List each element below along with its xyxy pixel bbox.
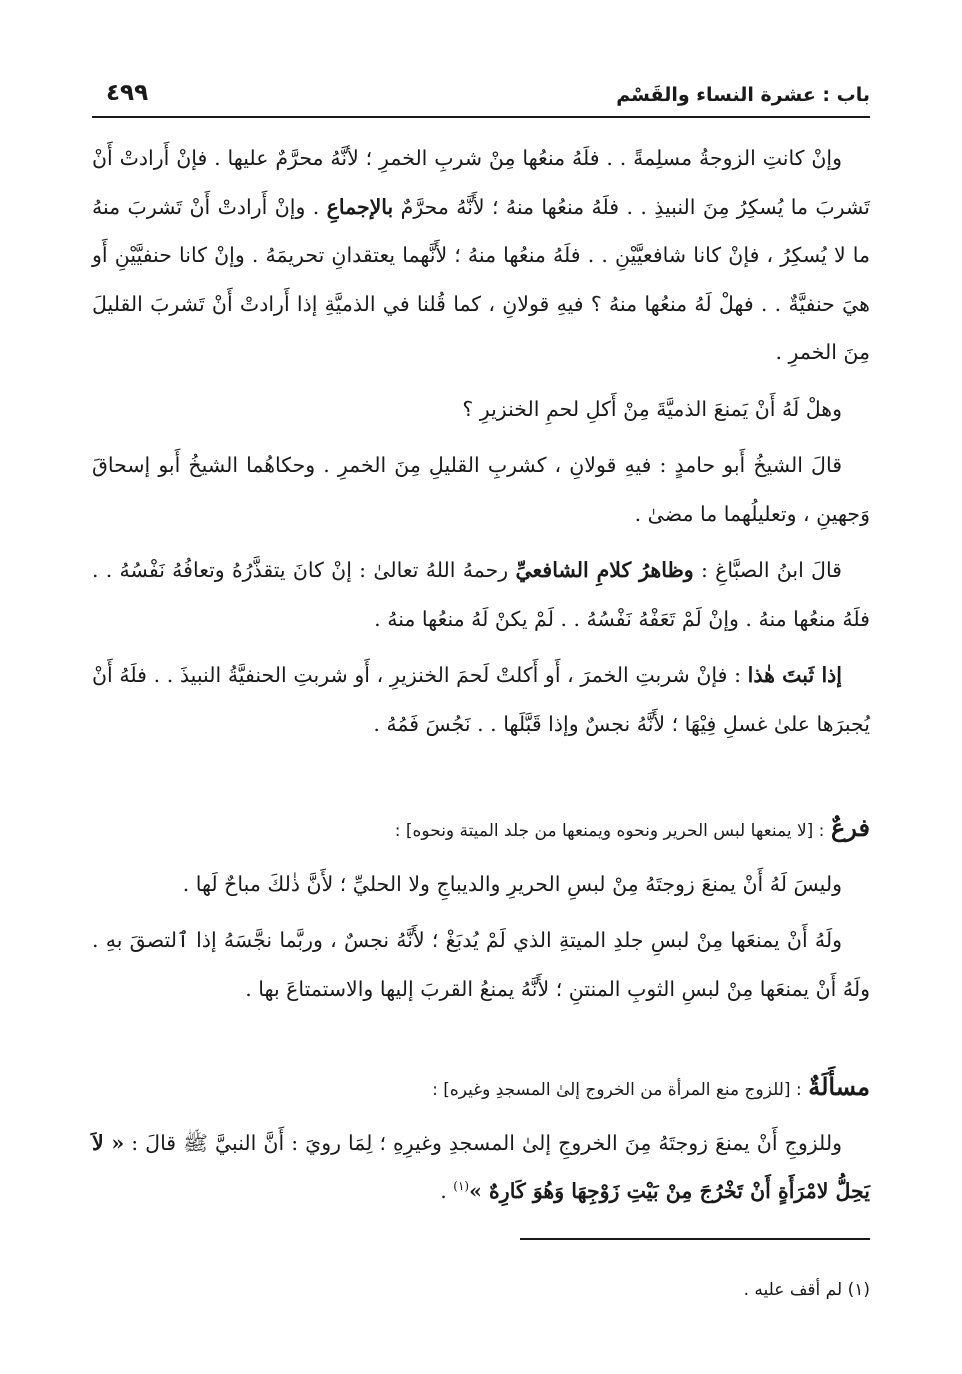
p1-bold: بالإجماعِ (326, 194, 394, 219)
paragraph-1 (92, 134, 870, 377)
masala-label: مسأَلَةٌ (808, 1072, 870, 1101)
section-heading-masala (92, 1063, 870, 1115)
paragraph-4 (92, 546, 870, 643)
paragraph-2: وهلْ لَهُ أَنْ يَمنعَ الذميَّةَ مِنْ أَكلِ لحمِ الخنزيرِ ؟ (462, 396, 842, 421)
paragraph-8 (92, 1119, 870, 1216)
far-title: : [لا يمنعها لبس الحرير ونحوه ويمنعها من جلد الميتة ونحوه] : (394, 821, 825, 841)
main-text (92, 134, 870, 1224)
p4-text-b: رحمهُ اللهُ تعالىٰ : إنْ كانَ يتقذَّرُهُ وتعافُهُ نَفْسُهُ . . فلَهُ منعُها منهُ . وإنْ لَمْ تَعَفْهُ نَفْسُهُ . . لَمْ يكنْ لَهُ منعُها منهُ . (92, 558, 870, 631)
p1-rest: . وإنْ أَرادتْ أَنْ تَشربَ منهُ ما لا يُسكِرُ ، فإنْ كانا شافعيَّيْنِ . . فلَهُ منعُها منهُ ؛ لأَنَّهما يعتقدانِ تحريمَهُ . وإنْ كانا حنفيَّيْنِ أَو هيَ حنفيَّةٌ . . فهلْ لَهُ منعُها منهُ ؟ فيهِ قولانِ ، كما قُلنا في الذميَّةِ إذا أَرادتْ أَنْ تَشربَ القليلَ مِنَ الخمرِ . (92, 194, 870, 364)
p4-text-a: قالَ ابنُ الصبَّاغِ : (700, 558, 842, 582)
paragraph-7: ولَهُ أَنْ يمنعَها مِنْ لبسِ جلدِ الميتةِ الذي لَمْ يُدبَغْ ؛ لأَنَّهُ نجسٌ ، وربَّما نجَّسَهُ إذا ٱلتصقَ بهِ . ولَهُ أَنْ يمنعَها مِنْ لبسِ الثوبِ المنتنِ ؛ لأَنَّهُ يمنعُ القربَ إليها والاستمتاعَ بها . (92, 928, 870, 1001)
p8-text: وللزوجِ أَنْ يمنعَ زوجتَهُ مِنَ الخروجِ إلىٰ المسجدِ وغيرِهِ ؛ لِمَا رويَ : أَنَّ النبيَّ ﷺ قالَ : (131, 1130, 842, 1155)
p8-end: . (440, 1179, 447, 1203)
running-title: باب : عشرة النساء والقَسْم (616, 84, 870, 106)
masala-title: : [للزوج منع المرأة من الخروج إلىٰ المسجدِ وغيره] : (432, 1080, 802, 1100)
section-heading-far (92, 804, 870, 856)
paragraph-3: قالَ الشيخُ أَبو حامدٍ : فيهِ قولانِ ، كشربِ القليلِ مِنَ الخمرِ . وحكاهُما الشيخُ أَبو إسحاقَ وَجهينِ ، وتعليلُهما ما مضىٰ . (92, 453, 870, 526)
p4-bold: وظاهرُ كلامِ الشافعيِّ (515, 558, 694, 582)
paragraph-5 (92, 651, 870, 748)
paragraph-6: وليسَ لَهُ أَنْ يمنعَ زوجتَهُ مِنْ لبسِ الحريرِ والديباجِ ولا الحليِّ ؛ لأَنَّ ذٰلكَ مباحٌ لَها . (182, 871, 842, 896)
footnote-divider (520, 1238, 870, 1240)
hadith-quote: « لاَ يَحِلُّ لامْرَأَةٍ أَنْ تَخْرُجَ مِنْ بَيْتِ زَوْجِهَا وَهُوَ كَارِهٌ » (92, 1130, 870, 1203)
page-header (92, 78, 870, 118)
footnote-ref: (١) (453, 1179, 470, 1194)
far-label: فرعٌ (830, 813, 870, 842)
footnote-number: (١) (847, 1280, 870, 1300)
p1-text: وإنْ كانتِ الزوجةُ مسلِمةً . . فلَهُ منعُها مِنْ شربِ الخمرِ ؛ لأنَّهُ محرَّمٌ عليها . فإنْ أَرادتْ أَنْ تَشربَ ما يُسكِرُ مِنَ النبيذِ . . فلَهُ منعُها منهُ ؛ لأَنَّهُ محرَّمٌ (92, 146, 870, 219)
footnote (744, 1280, 870, 1300)
p5-bold: إذا ثَبتَ هٰذا (747, 663, 842, 687)
page-number: ٤٩٩ (106, 80, 149, 106)
footnote-text: لم أقف عليه . (743, 1280, 843, 1300)
p5-rest: : فإنْ شربتِ الخمرَ ، أَو أَكلتْ لَحمَ الخنزيرِ ، أَو شربتِ الحنفيَّةُ النبيذَ . . فلَهُ أَنْ يُجبرَها علىٰ غسلِ فِيْهَا ؛ لأَنَّهُ نجسٌ وإذا قَبَّلَها . . نَجُسَ فَمُهُ . (92, 663, 870, 736)
